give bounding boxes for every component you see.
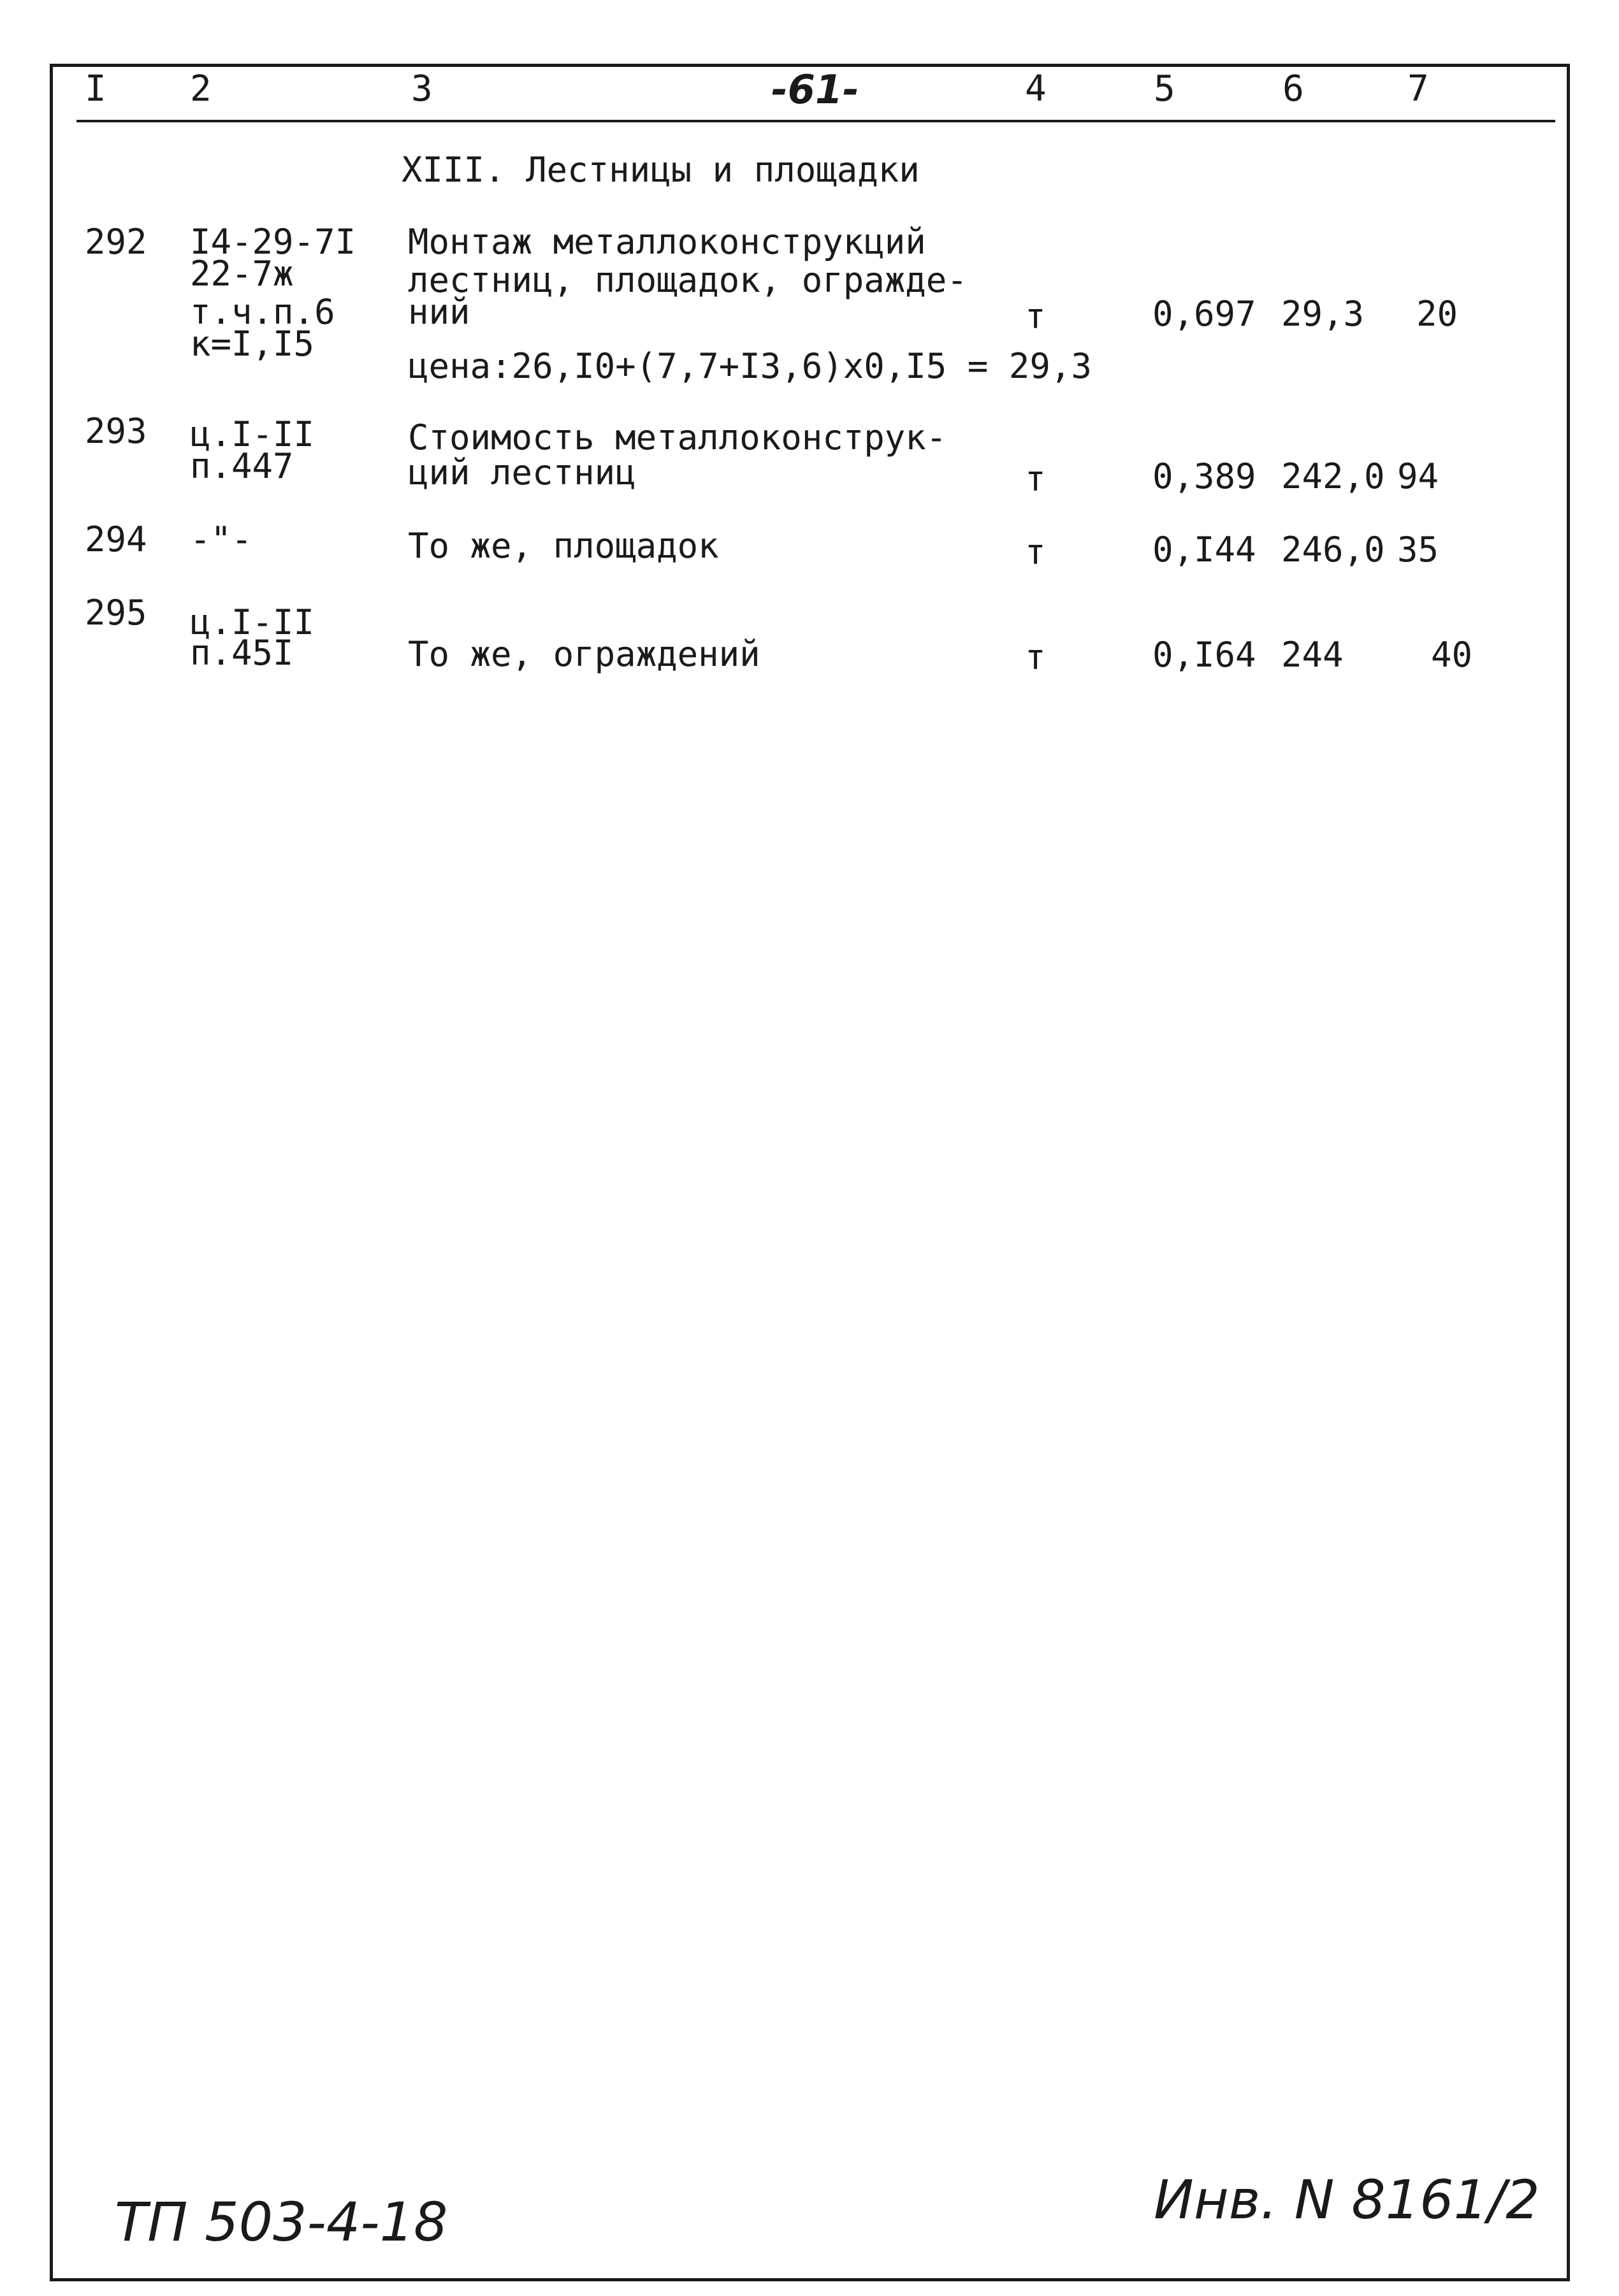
- column-header-5: 5: [1154, 68, 1175, 110]
- header-rule: [76, 120, 1555, 122]
- document-code: ТП 503-4-18: [115, 2191, 448, 2253]
- row-295-code-line-2: п.45I: [190, 633, 294, 673]
- row-293-code-line-1: ц.I-II: [190, 414, 315, 454]
- column-header-7: 7: [1407, 68, 1429, 110]
- row-294-code-line-1: -"-: [190, 519, 252, 560]
- row-294-unit: т: [1025, 532, 1046, 572]
- row-292-code-line-2: 22-7ж: [190, 254, 294, 294]
- row-293-quantity: 0,389: [1152, 456, 1256, 496]
- row-295-price: 244: [1281, 635, 1344, 675]
- column-header-6: 6: [1282, 68, 1304, 110]
- row-292-code-line-3: т.ч.п.6: [190, 292, 335, 332]
- row-294-desc-line-1: То же, площадок: [408, 526, 719, 566]
- row-292-desc-line-2: лестниц, площадок, огражде-: [408, 260, 968, 300]
- row-292-code-line-1: I4-29-7I: [190, 222, 356, 262]
- row-294-quantity: 0,I44: [1152, 530, 1256, 570]
- page-number: -61-: [771, 66, 859, 113]
- column-header-3: 3: [411, 68, 433, 110]
- row-295-quantity: 0,I64: [1152, 635, 1256, 675]
- row-292-quantity: 0,697: [1152, 294, 1256, 334]
- row-294-number: 294: [85, 519, 147, 560]
- page-frame: [50, 64, 1570, 2281]
- inventory-number: Инв. N 8161/2: [1154, 2169, 1540, 2231]
- row-292-desc-line-1: Монтаж металлоконструкций: [408, 222, 926, 262]
- row-293-code-line-2: п.447: [190, 446, 294, 486]
- row-293-desc-line-1: Стоимость металлоконструк-: [408, 417, 947, 458]
- row-293-unit: т: [1025, 459, 1046, 499]
- row-293-desc-line-2: ций лестниц: [408, 452, 636, 493]
- row-292-price-calculation: цена:26,I0+(7,7+I3,6)х0,I5 = 29,3: [408, 346, 1092, 386]
- row-292-number: 292: [85, 222, 147, 262]
- row-292-total: 20: [1416, 294, 1458, 334]
- row-293-number: 293: [85, 411, 147, 451]
- row-292-desc-line-3: ний: [408, 292, 470, 332]
- row-295-total: 40: [1431, 635, 1473, 675]
- column-header-1: I: [85, 68, 106, 110]
- column-header-4: 4: [1025, 68, 1047, 110]
- row-295-desc-line-1: То же, ограждений: [408, 634, 760, 674]
- row-295-number: 295: [85, 593, 147, 633]
- row-292-price: 29,3: [1281, 294, 1365, 334]
- row-293-total: 94: [1397, 456, 1439, 496]
- row-294-price: 246,0: [1281, 530, 1385, 570]
- row-293-price: 242,0: [1281, 456, 1385, 496]
- row-295-unit: т: [1025, 637, 1046, 677]
- row-292-code-line-4: к=I,I5: [190, 324, 315, 364]
- section-title: XIII. Лестницы и площадки: [402, 150, 920, 190]
- row-295-code-line-1: ц.I-II: [190, 602, 315, 642]
- column-header-2: 2: [190, 68, 212, 110]
- row-292-unit: т: [1025, 296, 1046, 336]
- row-294-total: 35: [1397, 530, 1439, 570]
